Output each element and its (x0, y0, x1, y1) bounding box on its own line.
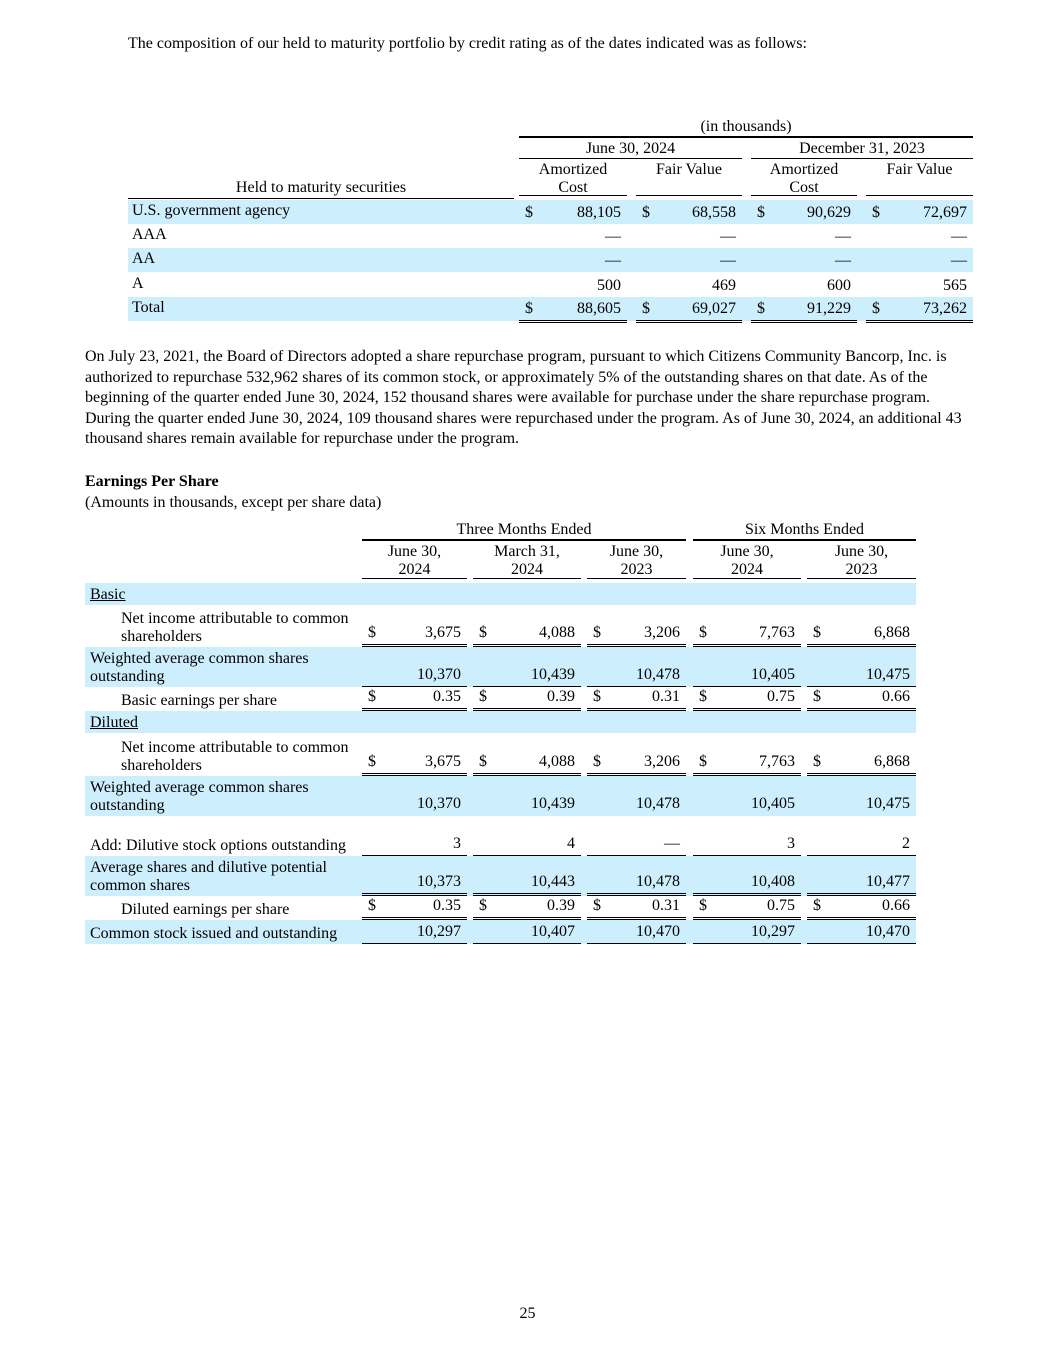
value-cell (473, 776, 581, 815)
row-label: AA (132, 250, 156, 267)
row-label: A (132, 275, 144, 292)
value-cell (807, 776, 916, 815)
dollar-sign: $ (642, 300, 650, 317)
dollar-sign: $ (368, 624, 376, 641)
section-label: Diluted (90, 713, 138, 731)
value-cell (636, 224, 742, 248)
value-cell (866, 200, 973, 224)
value-cell (636, 297, 742, 323)
cell-value: 10,475 (866, 795, 910, 812)
dollar-sign: $ (642, 204, 650, 221)
section-label: Basic (90, 585, 126, 603)
value-cell (473, 733, 581, 776)
row-label: Weighted average common shares outstanding (90, 650, 309, 685)
value-cell (473, 687, 581, 711)
cell-value: 0.31 (652, 688, 680, 705)
value-cell (362, 733, 467, 776)
dollar-sign: $ (368, 753, 376, 770)
dollar-sign: $ (593, 897, 601, 914)
unit-header: (in thousands) (700, 118, 792, 135)
cell-value: — (951, 228, 967, 245)
value-cell (362, 856, 467, 896)
cell-value: 4,088 (539, 753, 575, 770)
value-cell (807, 816, 916, 856)
dollar-sign: $ (699, 897, 707, 914)
cell-value: 3,206 (644, 624, 680, 641)
row-label: Weighted average common shares outstanding (90, 779, 309, 814)
table-row (85, 896, 916, 920)
value-cell (636, 273, 742, 298)
column-header: Fair Value (636, 161, 742, 196)
dollar-sign: $ (813, 624, 821, 641)
value-cell (751, 224, 857, 248)
cell-value: 4 (567, 835, 575, 852)
value-cell (751, 200, 857, 224)
cell-value: 88,605 (577, 300, 621, 317)
cell-value: 10,439 (531, 795, 575, 812)
value-cell (519, 200, 627, 224)
value-cell (807, 920, 916, 944)
value-cell (693, 687, 801, 711)
value-cell (473, 920, 581, 944)
group-header: Three Months Ended (456, 521, 592, 538)
cell-value: 565 (943, 277, 967, 294)
cell-value: — (951, 252, 967, 269)
cell-value: 0.66 (882, 897, 910, 914)
value-cell (807, 647, 916, 687)
cell-value: 10,478 (636, 795, 680, 812)
cell-value: 3 (453, 835, 461, 852)
cell-value: — (835, 252, 851, 269)
dollar-sign: $ (757, 300, 765, 317)
cell-value: 3,675 (425, 753, 461, 770)
row-label: Basic earnings per share (121, 691, 277, 709)
cell-value: 3,206 (644, 753, 680, 770)
cell-value: 0.66 (882, 688, 910, 705)
column-header: Amortized Cost (519, 161, 627, 196)
cell-value: 10,408 (751, 873, 795, 890)
cell-value: 0.31 (652, 897, 680, 914)
value-cell (807, 605, 916, 647)
cell-value: 7,763 (759, 753, 795, 770)
cell-value: — (605, 252, 621, 269)
row-label: U.S. government agency (132, 202, 291, 219)
cell-value: 10,478 (636, 666, 680, 683)
cell-value: 68,558 (692, 204, 736, 221)
dollar-sign: $ (593, 688, 601, 705)
column-header: June 30, 2023 (587, 543, 686, 579)
row-label: Net income attributable to common shareholders (121, 610, 349, 645)
value-cell (519, 297, 627, 323)
table-row (85, 583, 916, 605)
value-cell (473, 896, 581, 920)
value-cell (693, 647, 801, 687)
value-cell (807, 687, 916, 711)
dollar-sign: $ (757, 204, 765, 221)
row-label: Common stock issued and outstanding (90, 924, 338, 942)
cell-value: 10,370 (417, 795, 461, 812)
dollar-sign: $ (479, 688, 487, 705)
dollar-sign: $ (813, 688, 821, 705)
cell-value: — (605, 228, 621, 245)
table-row (128, 297, 973, 321)
value-cell (587, 647, 686, 687)
dollar-sign: $ (813, 897, 821, 914)
value-cell (636, 200, 742, 224)
value-cell (362, 816, 467, 856)
dollar-sign: $ (699, 753, 707, 770)
cell-value: 7,763 (759, 624, 795, 641)
value-cell (693, 856, 801, 896)
table-row (85, 856, 916, 896)
cell-value: 6,868 (874, 624, 910, 641)
value-cell (587, 605, 686, 647)
cell-value: 0.39 (547, 897, 575, 914)
table-row (85, 711, 916, 733)
cell-value: 10,297 (417, 923, 461, 940)
cell-value: 10,477 (866, 873, 910, 890)
cell-value: 0.75 (767, 688, 795, 705)
cell-value: 2 (902, 835, 910, 852)
cell-value: 10,470 (866, 923, 910, 940)
cell-value: 69,027 (692, 300, 736, 317)
cell-value: 0.35 (433, 688, 461, 705)
cell-value: 10,470 (636, 923, 680, 940)
value-cell (362, 920, 467, 944)
intro-text: The composition of our held to maturity portfolio by credit rating as of the dates indicated was as follows: (128, 35, 807, 52)
table-row (85, 816, 916, 856)
repurchase-paragraph: On July 23, 2021, the Board of Directors adopted a share repurchase program, pursuant to which Citizens Community Bancorp, Inc. is authorized to repurchase 532,962 shares of its common stock, or approximately 5% of the outstanding shares on that date. As of the beginning of the quarter ended June 30, 2024, 152 thousand shares were available for purchase under the share repurchase program. During the quarter ended June 30, 2024, 109 thousand shares were repurchased under the program. As of June 30, 2024, an additional 43 thousand shares remain available for repurchase under the program. (85, 348, 962, 447)
label-header: Held to maturity securities (235, 179, 407, 196)
dollar-sign: $ (813, 753, 821, 770)
row-label: Average shares and dilutive potential common shares (90, 859, 327, 894)
value-cell (587, 776, 686, 815)
cell-value: 3 (787, 835, 795, 852)
value-cell (751, 248, 857, 272)
cell-value: 469 (712, 277, 736, 294)
column-header: June 30, 2023 (807, 543, 916, 579)
value-cell (693, 776, 801, 815)
value-cell (519, 248, 627, 272)
dollar-sign: $ (699, 688, 707, 705)
header-rule (128, 198, 514, 199)
eps-subheading: (Amounts in thousands, except per share data) (85, 494, 382, 511)
dollar-sign: $ (699, 624, 707, 641)
page-number: 25 (519, 1305, 536, 1322)
value-cell (519, 224, 627, 248)
value-cell (807, 896, 916, 920)
value-cell (693, 896, 801, 920)
table-row (85, 605, 916, 647)
cell-value: 91,229 (807, 300, 851, 317)
cell-value: 6,868 (874, 753, 910, 770)
period-header: June 30, 2024 (585, 140, 676, 157)
value-cell (362, 687, 467, 711)
dollar-sign: $ (525, 204, 533, 221)
cell-value: 90,629 (807, 204, 851, 221)
cell-value: 88,105 (577, 204, 621, 221)
value-cell (807, 733, 916, 776)
table-row (85, 687, 916, 711)
table-row (85, 920, 916, 944)
value-cell (751, 273, 857, 298)
cell-value: 500 (597, 277, 621, 294)
cell-value: 10,478 (636, 873, 680, 890)
dollar-sign: $ (368, 688, 376, 705)
row-label: Diluted earnings per share (121, 900, 290, 918)
column-header: June 30, 2024 (362, 543, 467, 579)
value-cell (473, 647, 581, 687)
value-cell (636, 248, 742, 272)
cell-value: 10,373 (417, 873, 461, 890)
cell-value: 0.35 (433, 897, 461, 914)
value-cell (473, 605, 581, 647)
table-row (128, 224, 973, 248)
value-cell (587, 920, 686, 944)
cell-value: 4,088 (539, 624, 575, 641)
cell-value: 10,405 (751, 795, 795, 812)
dollar-sign: $ (479, 624, 487, 641)
column-header: Amortized Cost (751, 161, 857, 196)
value-cell (587, 856, 686, 896)
value-cell (519, 273, 627, 298)
row-label: Add: Dilutive stock options outstanding (90, 836, 346, 854)
cell-value: 72,697 (923, 204, 967, 221)
cell-value: 10,370 (417, 666, 461, 683)
row-label: Total (132, 299, 165, 316)
cell-value: 10,297 (751, 923, 795, 940)
table-row (85, 647, 916, 687)
dollar-sign: $ (479, 897, 487, 914)
eps-heading: Earnings Per Share (85, 473, 219, 490)
table-row (128, 200, 973, 224)
cell-value: 10,439 (531, 666, 575, 683)
value-cell (587, 687, 686, 711)
value-cell (866, 273, 973, 298)
dollar-sign: $ (872, 204, 880, 221)
value-cell (866, 224, 973, 248)
cell-value: 10,407 (531, 923, 575, 940)
value-cell (751, 297, 857, 323)
value-cell (866, 248, 973, 272)
table-row (128, 273, 973, 297)
cell-value: — (835, 228, 851, 245)
cell-value: 10,475 (866, 666, 910, 683)
value-cell (473, 856, 581, 896)
column-header: June 30, 2024 (693, 543, 801, 579)
period-header: December 31, 2023 (799, 140, 925, 157)
value-cell (693, 733, 801, 776)
cell-value: 3,675 (425, 624, 461, 641)
cell-value: 0.39 (547, 688, 575, 705)
cell-value: 0.75 (767, 897, 795, 914)
cell-value: 10,443 (531, 873, 575, 890)
value-cell (587, 816, 686, 856)
dollar-sign: $ (872, 300, 880, 317)
column-header: Fair Value (866, 161, 973, 196)
cell-value: 10,405 (751, 666, 795, 683)
value-cell (362, 647, 467, 687)
value-cell (587, 733, 686, 776)
value-cell (362, 896, 467, 920)
dollar-sign: $ (593, 753, 601, 770)
cell-value: 600 (827, 277, 851, 294)
dollar-sign: $ (479, 753, 487, 770)
table-row (85, 776, 916, 816)
value-cell (866, 297, 973, 323)
column-header: March 31, 2024 (473, 543, 581, 579)
cell-value: — (720, 252, 736, 269)
group-header: Six Months Ended (744, 521, 865, 538)
dollar-sign: $ (525, 300, 533, 317)
dollar-sign: $ (368, 897, 376, 914)
dollar-sign: $ (593, 624, 601, 641)
cell-value: 73,262 (923, 300, 967, 317)
value-cell (807, 856, 916, 896)
cell-value: — (664, 835, 680, 852)
value-cell (693, 816, 801, 856)
value-cell (362, 605, 467, 647)
row-label: Net income attributable to common shareholders (121, 739, 349, 774)
cell-value: — (720, 228, 736, 245)
value-cell (473, 816, 581, 856)
table-row (85, 733, 916, 776)
value-cell (587, 896, 686, 920)
row-label: AAA (132, 226, 167, 243)
value-cell (693, 605, 801, 647)
table-row (128, 248, 973, 272)
value-cell (362, 776, 467, 815)
value-cell (693, 920, 801, 944)
